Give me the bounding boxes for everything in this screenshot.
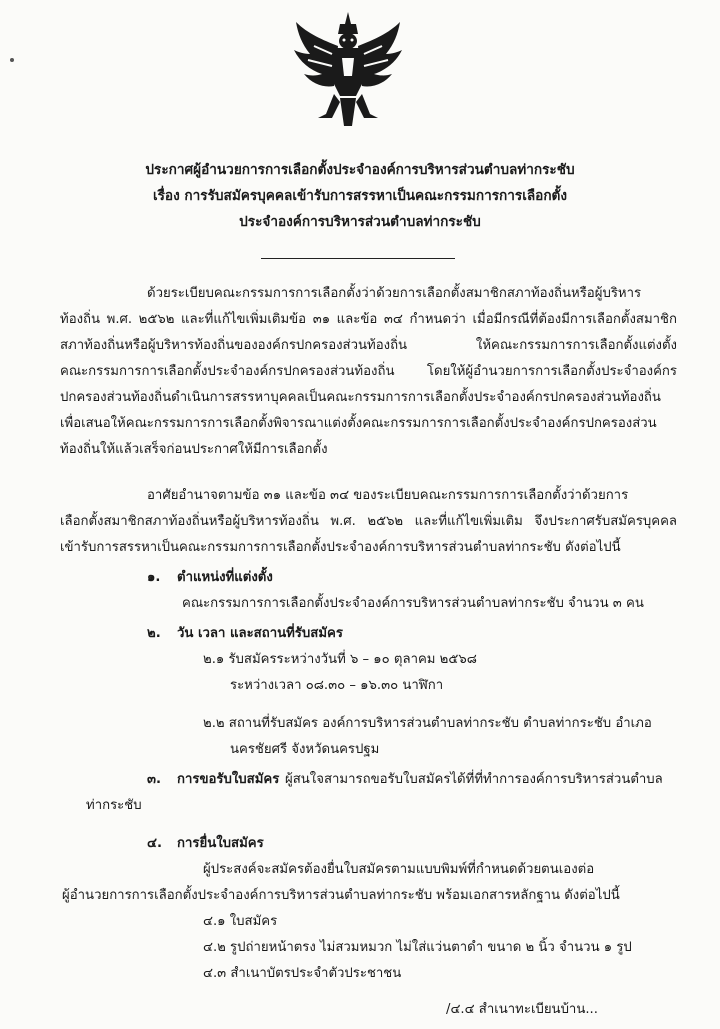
- title-line-1: ประกาศผู้อำนวยการการเลือกตั้งประจำองค์การบริหารส่วนตำบลท่ากระชับ: [145, 162, 575, 178]
- section-1-title: ตำแหน่งที่แต่งตั้ง: [177, 570, 273, 585]
- garuda-emblem-icon: [288, 10, 408, 128]
- section-2-title: วัน เวลา และสถานที่รับสมัคร: [177, 626, 343, 641]
- para1-line: ท้องถิ่นให้แล้วเสร็จก่อนประกาศให้มีการเลือกตั้ง: [60, 442, 328, 457]
- section-4-item: ๔.๓ สำเนาบัตรประจำตัวประชาชน: [203, 966, 402, 981]
- section-2-number: ๒.: [147, 626, 161, 641]
- section-2-line: นครชัยศรี จังหวัดนครปฐม: [230, 742, 380, 757]
- para2-line: อาศัยอำนาจตามข้อ ๓๑ และข้อ ๓๔ ของระเบียบคณะกรรมการการเลือกตั้งว่าด้วยการ: [147, 488, 629, 503]
- section-4-item: ๔.๒ รูปถ่ายหน้าตรง ไม่สวมหมวก ไม่ใส่แว่นตาดำ ขนาด ๒ นิ้ว จำนวน ๑ รูป: [203, 940, 632, 955]
- section-4-line: ผู้อำนวยการการเลือกตั้งประจำองค์การบริหารส่วนตำบลท่ากระชับ พร้อมเอกสารหลักฐาน ดังต่อไปนี้: [62, 888, 620, 903]
- section-2-line: ระหว่างเวลา ๐๘.๓๐ – ๑๖.๓๐ นาฬิกา: [230, 678, 444, 693]
- title-divider: [261, 258, 455, 259]
- para1-line: สภาท้องถิ่นหรือผู้บริหารท้องถิ่นขององค์กรปกครองส่วนท้องถิ่น ให้คณะกรรมการการเลือกตั้งแต่งตั้ง: [60, 338, 677, 353]
- para2-line: เลือกตั้งสมาชิกสภาท้องถิ่นหรือผู้บริหารท้องถิ่น พ.ศ. ๒๕๖๒ และที่แก้ไขเพิ่มเติม จึงประกาศรับสมัครบุคคล: [60, 514, 677, 529]
- section-1-body: คณะกรรมการการเลือกตั้งประจำองค์การบริหารส่วนตำบลท่ากระชับ จำนวน ๓ คน: [182, 596, 644, 611]
- para1-line: เพื่อเสนอให้คณะกรรมการการเลือกตั้งพิจารณาแต่งตั้งคณะกรรมการการเลือกตั้งประจำองค์กรปกครองส่วน: [60, 416, 657, 431]
- title-line-2: เรื่อง การรับสมัครบุคคลเข้ารับการสรรหาเป็นคณะกรรมการการเลือกตั้ง: [152, 188, 568, 204]
- para1-line: ด้วยระเบียบคณะกรรมการการเลือกตั้งว่าด้วยการเลือกตั้งสมาชิกสภาท้องถิ่นหรือผู้บริหาร: [147, 286, 642, 301]
- para1-line: ปกครองส่วนท้องถิ่นดำเนินการสรรหาบุคคลเป็นคณะกรรมการการเลือกตั้งประจำองค์กรปกครองส่วนท้องถิ่น: [60, 390, 661, 405]
- title-line-3: ประจำองค์การบริหารส่วนตำบลท่ากระชับ: [239, 214, 481, 230]
- para1-line: คณะกรรมการการเลือกตั้งประจำองค์กรปกครองส่วนท้องถิ่น โดยให้ผู้อำนวยการการเลือกตั้งประจำองค์กร: [60, 364, 677, 379]
- section-4-title: การยื่นใบสมัคร: [177, 836, 264, 851]
- section-4-number: ๔.: [147, 836, 162, 851]
- para1-line: ท้องถิ่น พ.ศ. ๒๕๖๒ และที่แก้ไขเพิ่มเติมข้อ ๓๑ และข้อ ๓๔ กำหนดว่า เมื่อมีกรณีที่ต้องมีการเลือกตั้งสมาชิก: [60, 312, 677, 327]
- section-1-number: ๑.: [147, 570, 161, 585]
- section-3-line: ท่ากระชับ: [86, 798, 142, 813]
- scan-speck: [10, 58, 14, 62]
- section-3-number: ๓.: [147, 772, 162, 787]
- section-3-title: การขอรับใบสมัคร: [177, 772, 280, 787]
- para2-line: เข้ารับการสรรหาเป็นคณะกรรมการการเลือกตั้งประจำองค์การบริหารส่วนตำบลท่ากระชับ ดังต่อไปนี้: [60, 540, 621, 555]
- continuation-note: /๔.๔ สำเนาทะเบียนบ้าน...: [446, 1002, 598, 1017]
- section-4-item: ๔.๑ ใบสมัคร: [203, 914, 278, 929]
- section-4-line: ผู้ประสงค์จะสมัครต้องยื่นใบสมัครตามแบบพิมพ์ที่กำหนดด้วยตนเองต่อ: [203, 862, 595, 877]
- section-3-line: ผู้สนใจสามารถขอรับใบสมัครได้ที่ที่ทำการองค์การบริหารส่วนตำบล: [285, 772, 663, 787]
- section-2-line: ๒.๒ สถานที่รับสมัคร องค์การบริหารส่วนตำบลท่ากระชับ ตำบลท่ากระชับ อำเภอ: [203, 716, 652, 731]
- section-2-line: ๒.๑ รับสมัครระหว่างวันที่ ๖ – ๑๐ ตุลาคม ๒๕๖๘: [203, 652, 477, 667]
